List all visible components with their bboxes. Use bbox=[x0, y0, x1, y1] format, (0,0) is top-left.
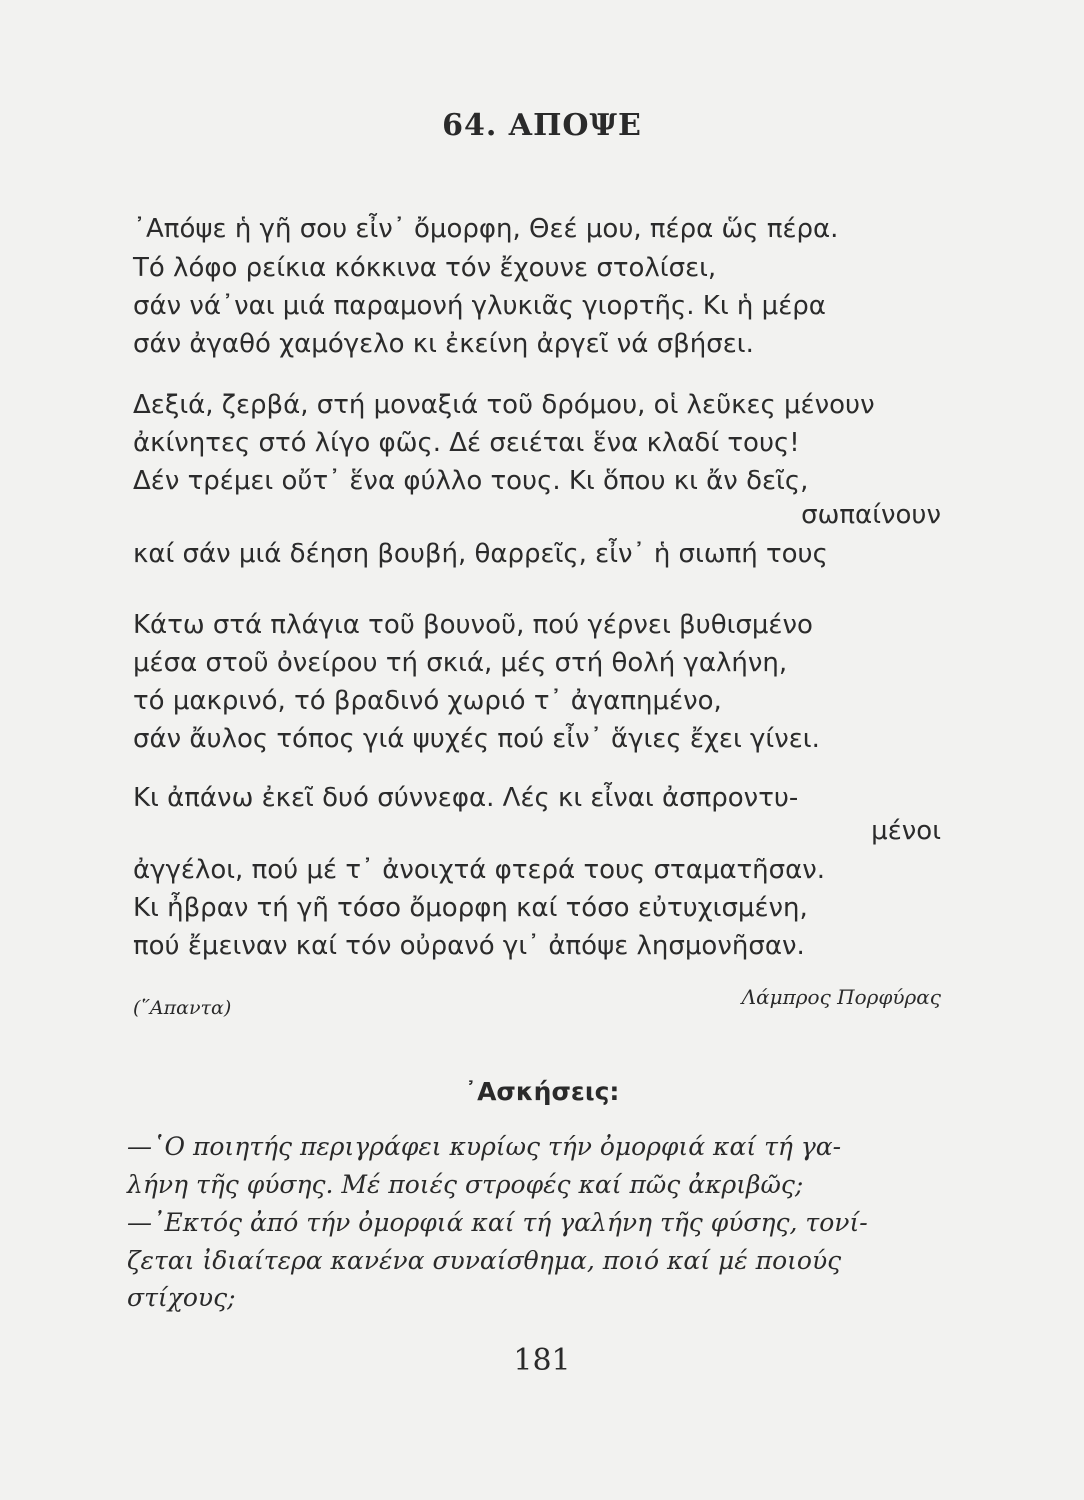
poem-line: ἀκίνητες στό λίγο φῶς. Δέ σειέται ἕνα κλαδί τους! bbox=[133, 428, 800, 458]
poem-line: Δέν τρέμει οὔτ᾿ ἕνα φύλλο τους. Κι ὅπου κι ἄν δεῖς, bbox=[133, 466, 809, 496]
poem-line: καί σάν μιά δέηση βουβή, θαρρεῖς, εἶν᾿ ἡ σιωπή τους bbox=[133, 539, 828, 569]
poem-line: σάν νά᾿ναι μιά παραμονή γλυκιᾶς γιορτῆς. Κι ἡ μέρα bbox=[133, 291, 826, 321]
poem-line-wrap: σωπαίνουν bbox=[801, 500, 941, 530]
poem-line: σάν ἀγαθό χαμόγελο κι ἐκείνη ἀργεῖ νά σβήσει. bbox=[133, 329, 754, 359]
exercise-line: —᾿Εκτός ἀπό τήν ὀμορφιά καί τή γαλήνη τῆς φύσης, τονί- bbox=[127, 1208, 868, 1237]
poem-line: ἀγγέλοι, πού μέ τ᾿ ἀνοιχτά φτερά τους σταματῆσαν. bbox=[133, 855, 826, 885]
exercises-body bbox=[127, 0, 947, 1340]
poem-line: ᾿Απόψε ἡ γῆ σου εἶν᾿ ὄμορφη, Θεέ μου, πέρα ὥς πέρα. bbox=[133, 214, 839, 244]
source-citation: (῞Απαντα) bbox=[133, 997, 232, 1019]
exercises-heading: ᾿Ασκήσεις: bbox=[464, 1077, 620, 1106]
page-number: 181 bbox=[513, 1343, 571, 1378]
poem-title: 64. ΑΠΟΨΕ bbox=[442, 108, 642, 143]
poem-line: Κάτω στά πλάγια τοῦ βουνοῦ, πού γέρνει βυθισμένο bbox=[133, 610, 813, 640]
exercise-line: λήνη τῆς φύσης. Μέ ποιές στροφές καί πῶς ἀκριβῶς; bbox=[127, 1170, 804, 1199]
poem-line: Δεξιά, ζερβά, στή μοναξιά τοῦ δρόμου, οἱ λεῦκες μένουν bbox=[133, 390, 875, 420]
poem-line-wrap: μένοι bbox=[871, 816, 941, 846]
exercise-line: ζεται ἰδιαίτερα κανένα συναίσθημα, ποιό καί μέ ποιούς bbox=[127, 1246, 842, 1275]
poem-line: τό μακρινό, τό βραδινό χωριό τ᾿ ἀγαπημένο, bbox=[133, 686, 722, 716]
poem-line: σάν ἄυλος τόπος γιά ψυχές πού εἶν᾿ ἅγιες ἔχει γίνει. bbox=[133, 724, 820, 754]
poem-line: Κι ἦβραν τή γῆ τόσο ὄμορφη καί τόσο εὐτυχισμένη, bbox=[133, 893, 808, 923]
poem-line: πού ἔμειναν καί τόν οὐρανό γι᾿ ἀπόψε λησμονῆσαν. bbox=[133, 931, 805, 961]
exercise-line: στίχους; bbox=[127, 1283, 236, 1312]
poem-line: Κι ἀπάνω ἐκεῖ δυό σύννεφα. Λές κι εἶναι ἀσπροντυ- bbox=[133, 783, 799, 813]
poem-line: μέσα στοῦ ὀνείρου τή σκιά, μές στή θολή γαλήνη, bbox=[133, 648, 788, 678]
author-name: Λάμπρος Πορφύρας bbox=[741, 985, 941, 1009]
poem-line: Τό λόφο ρείκια κόκκινα τόν ἔχουνε στολίσει, bbox=[133, 253, 717, 283]
exercise-line: —῾Ο ποιητής περιγράφει κυρίως τήν ὀμορφιά καί τή γα- bbox=[127, 1132, 842, 1161]
